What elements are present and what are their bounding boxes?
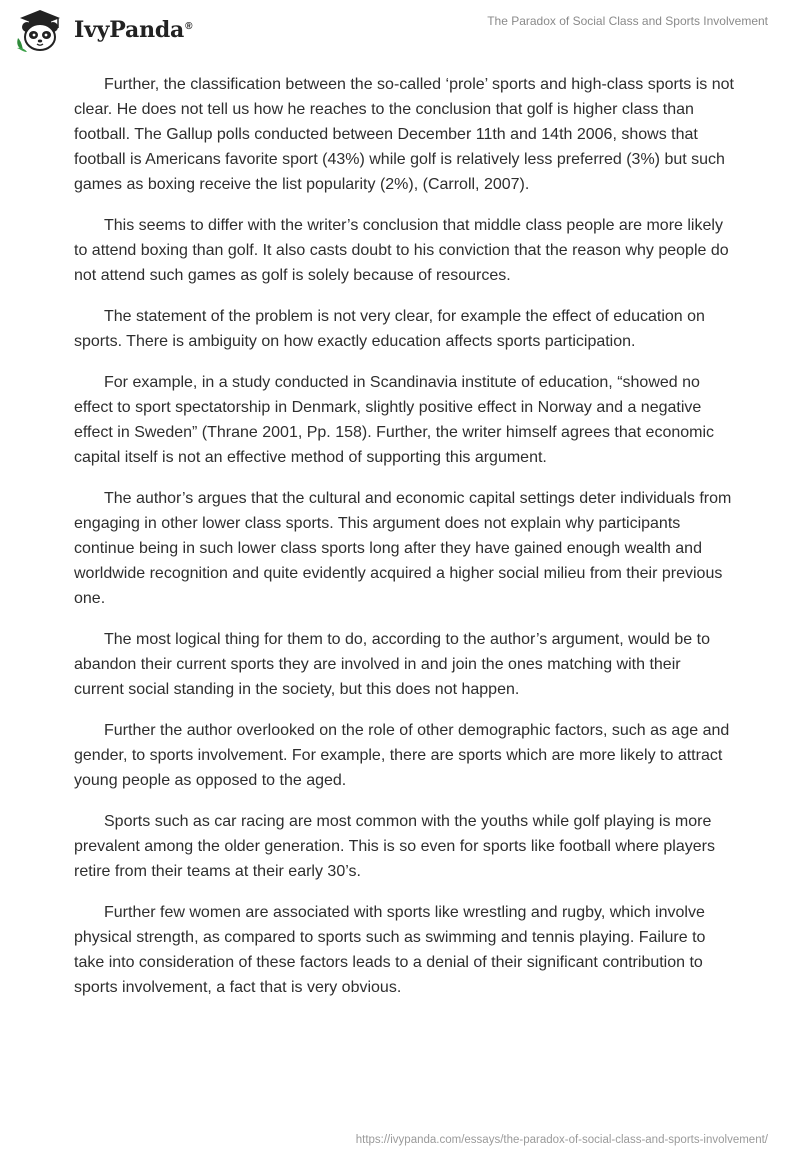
panda-graduate-icon	[14, 8, 66, 52]
paragraph: Further, the classification between the so-called ‘prole’ sports and high-class sports is not clear. He does not tell us how he reaches to the conclusion that golf is higher class than football. The Gallup polls conducted between December 11th and 14th 2006, shows that football is Americans favorite sport (43%) while golf is relatively less preferred (3%) but such games as boxing receive the list popularity (2%), (Carroll, 2007).	[74, 76, 734, 193]
paragraph: The statement of the problem is not very clear, for example the effect of education on sports. There is ambiguity on how exactly education affects sports participation.	[74, 308, 705, 350]
paragraph: For example, in a study conducted in Scandinavia institute of education, “showed no effect to sport spectatorship in Denmark, slightly positive effect in Norway and a negative effect in Sweden” (Thrane 2001, Pp. 158). Further, the writer himself agrees that economic capital itself is not an effective method of supporting this argument.	[74, 374, 715, 466]
paragraph: This seems to differ with the writer’s conclusion that middle class people are more likely to attend boxing than golf. It also casts doubt to his conviction that the reason why people do not attend such games as golf is solely because of resources.	[74, 217, 729, 284]
article-body	[74, 72, 734, 1016]
paragraph: Sports such as car racing are most common with the youths while golf playing is more prevalent among the older generation. This is so even for sports like football where players retire from their teams at their early 30’s.	[74, 813, 715, 880]
page-header	[0, 0, 800, 60]
source-url[interactable]: https://ivypanda.com/essays/the-paradox-of-social-class-and-sports-involvement/	[355, 1134, 768, 1146]
registered-mark: ®	[185, 20, 193, 32]
paragraph: Further few women are associated with sports like wrestling and rugby, which involve physical strength, as compared to sports such as swimming and tennis playing. Failure to take into consideration of these factors leads to a denial of their significant contribution to sports involvement, a fact that is very obvious.	[74, 904, 706, 996]
brand-name: IvyPanda®	[74, 17, 193, 43]
paragraph: The author’s argues that the cultural and economic capital settings deter individuals from engaging in other lower class sports. This argument does not explain why participants continue being in such lower class sports long after they have gained enough wealth and worldwide recognition and quite evidently acquired a higher social milieu from their previous one.	[74, 490, 732, 607]
document-title: The Paradox of Social Class and Sports Involvement	[487, 14, 768, 28]
paragraph: The most logical thing for them to do, according to the author’s argument, would be to abandon their current sports they are involved in and join the ones matching with their current social standing in the society, but this does not happen.	[74, 631, 710, 698]
paragraph: Further the author overlooked on the role of other demographic factors, such as age and gender, to sports involvement. For example, there are sports which are more likely to attract young people as opposed to the aged.	[74, 722, 730, 789]
ivypanda-logo[interactable]	[14, 8, 192, 52]
